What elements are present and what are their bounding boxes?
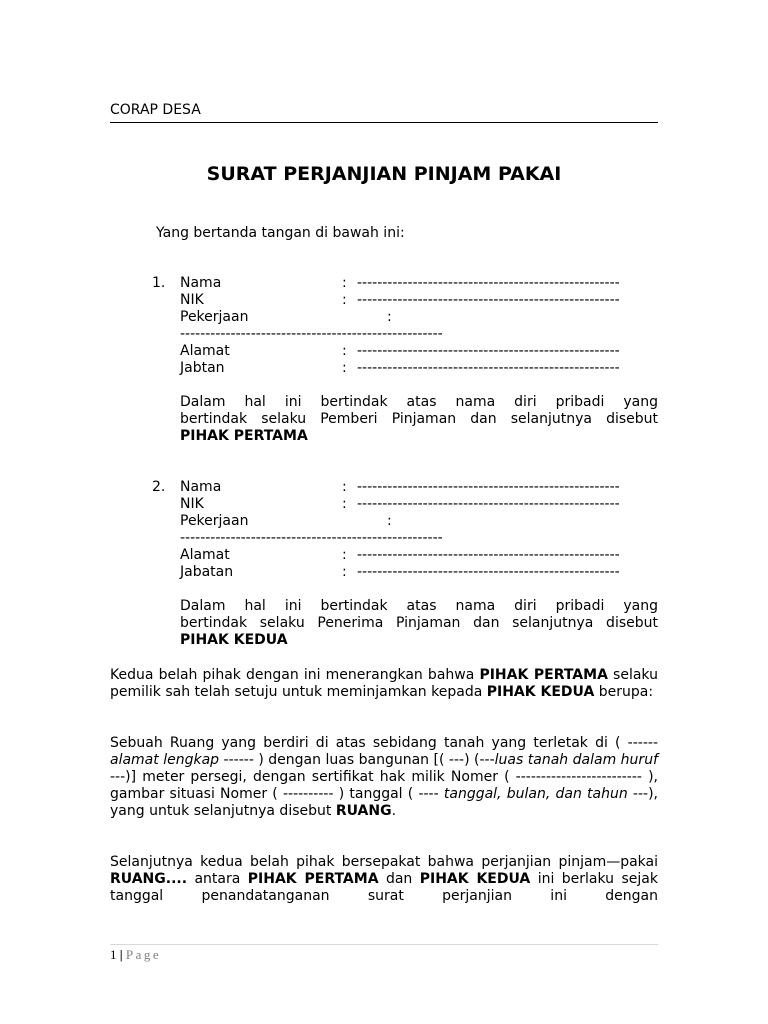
agreement-paragraph (110, 667, 658, 701)
validity-paragraph (110, 854, 658, 905)
party2-number: 2. (152, 479, 166, 495)
party1-jabatan-label: Jabtan (180, 360, 225, 376)
document-title: SURAT PERJANJIAN PINJAM PAKAI (206, 163, 562, 185)
party1-pekerjaan-blank: ---------------------------------------------------- (180, 326, 443, 342)
party2-alamat-label: Alamat (180, 547, 230, 563)
party1-alamat-colon: : (342, 343, 347, 359)
para1-text3: berupa: (594, 684, 654, 700)
para2-text2: ------ ) dengan luas bangunan [( ---) (--- (219, 752, 495, 768)
party2-nama-label: Nama (180, 479, 222, 495)
para3-pihak-pertama: PIHAK PERTAMA (247, 871, 379, 887)
page-separator: | (116, 947, 126, 962)
party2-alamat-colon: : (342, 547, 347, 563)
intro-text: Yang bertanda tangan di bawah ini: (156, 225, 405, 241)
party1-jabatan-colon: : (342, 360, 347, 376)
party2-designation: PIHAK KEDUA (180, 632, 288, 648)
party2-statement-line2: bertindak selaku Penerima Pinjaman dan selanjutnya disebut (180, 615, 658, 631)
party2-nama-colon: : (342, 479, 347, 495)
para2-text4: ---), yang untuk selanjutnya disebut (110, 786, 658, 819)
para2-ruang: RUANG (335, 803, 392, 819)
para1-text1: Kedua belah pihak dengan ini menerangkan bahwa (110, 667, 480, 683)
party1-nama-blank: ---------------------------------------------------- (357, 275, 620, 291)
para3-pihak-kedua: PIHAK KEDUA (419, 871, 531, 887)
party1-nama-colon: : (342, 275, 347, 291)
party2-nama-blank: ---------------------------------------------------- (357, 479, 620, 495)
party1-pekerjaan-colon: : (387, 309, 392, 325)
para1-pihak-kedua: PIHAK KEDUA (486, 684, 595, 700)
party2-statement-line1: Dalam hal ini bertindak atas nama diri pribadi yang (180, 598, 658, 614)
para2-italic-tanggal: tanggal, bulan, dan tahun (443, 786, 628, 802)
page-label: Page (125, 947, 162, 962)
party2-alamat-blank: ---------------------------------------------------- (357, 547, 620, 563)
page-footer (110, 946, 161, 963)
party2-pekerjaan-label: Pekerjaan (180, 513, 249, 529)
page-number: 1 (110, 947, 117, 962)
para2-italic-alamat: alamat lengkap (110, 752, 220, 768)
party1-statement-line1: Dalam hal ini bertindak atas nama diri pribadi yang (180, 394, 658, 410)
party1-pekerjaan-label: Pekerjaan (180, 309, 249, 325)
party1-nik-label: NIK (180, 292, 204, 308)
party2-jabatan-label: Jabatan (180, 564, 234, 580)
party2-jabatan-colon: : (342, 564, 347, 580)
party2-nik-blank: ---------------------------------------------------- (357, 496, 620, 512)
para3-text4: ini berlaku sejak tanggal penandatanganan surat perjanjian ini dengan (110, 871, 658, 904)
para2-text5: . (391, 803, 397, 819)
party1-nama-label: Nama (180, 275, 222, 291)
para1-pihak-pertama: PIHAK PERTAMA (479, 667, 608, 683)
header-divider (110, 122, 658, 123)
property-description-paragraph (110, 735, 658, 820)
party1-number: 1. (152, 275, 166, 291)
para3-text1: Selanjutnya kedua belah pihak bersepakat bahwa perjanjian pinjam—pakai (110, 854, 658, 870)
party1-nik-blank: ---------------------------------------------------- (357, 292, 620, 308)
party1-statement-line2: bertindak selaku Pemberi Pinjaman dan selanjutnya disebut (180, 411, 658, 427)
party2-nik-label: NIK (180, 496, 204, 512)
party1-alamat-blank: ---------------------------------------------------- (357, 343, 620, 359)
para2-text1: Sebuah Ruang yang berdiri di atas sebidang tanah yang terletak di ( ------ (110, 735, 658, 751)
party1-jabatan-blank: ---------------------------------------------------- (357, 360, 620, 376)
party2-jabatan-blank: ---------------------------------------------------- (357, 564, 620, 580)
party1-nik-colon: : (342, 292, 347, 308)
document-header: CORAP DESA (110, 102, 201, 118)
party1-alamat-label: Alamat (180, 343, 230, 359)
para2-italic-luas: luas tanah dalam huruf (494, 752, 658, 768)
para3-ruang: RUANG.... (110, 871, 188, 887)
para3-text2: antara (187, 871, 248, 887)
para1-text2: selaku pemilik sah telah setuju untuk meminjamkan kepada (110, 667, 658, 700)
party2-pekerjaan-colon: : (387, 513, 392, 529)
party2-pekerjaan-blank: ---------------------------------------------------- (180, 530, 443, 546)
party1-designation: PIHAK PERTAMA (180, 428, 308, 444)
party2-nik-colon: : (342, 496, 347, 512)
footer-divider (110, 944, 658, 945)
para3-text3: dan (378, 871, 420, 887)
para2-text3: ---)] meter persegi, dengan sertifikat hak milik Nomer ( ------------------------- ), gambar situasi Nomer ( ---------- ) tanggal ( ---- (110, 769, 658, 802)
